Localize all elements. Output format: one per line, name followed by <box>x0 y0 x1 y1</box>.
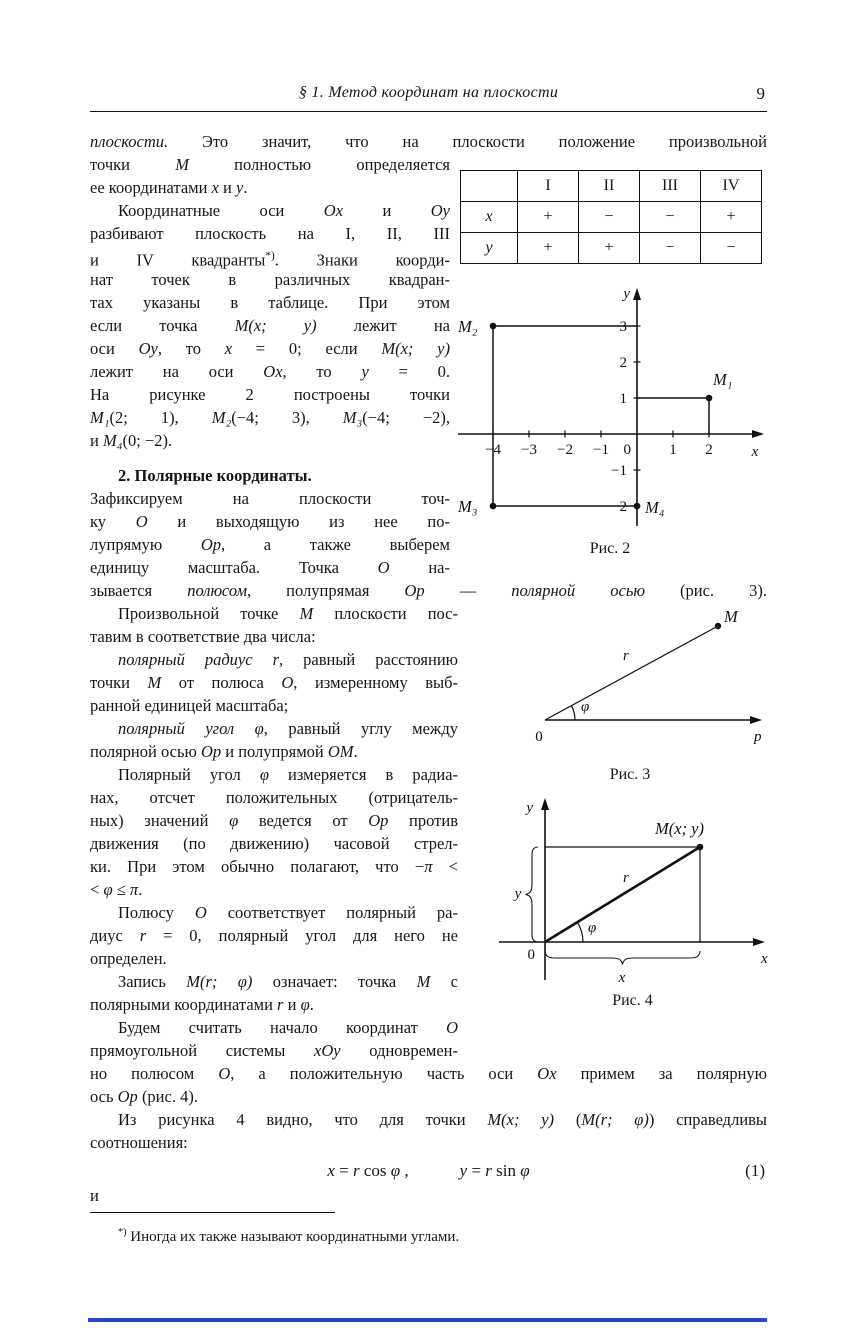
text-line <box>90 602 458 625</box>
text-run: одновремен- <box>340 1041 458 1060</box>
text-run: прямоугольной системы <box>90 1041 314 1060</box>
text-run: лежит на <box>316 316 450 335</box>
text-run: M₃ <box>342 408 363 427</box>
text-run: На рисунке 2 построены точки <box>90 385 450 404</box>
text-line <box>90 947 458 970</box>
text-run: и <box>218 178 236 197</box>
text-run: Это значит, что на плоскости положение произвольной <box>168 132 767 151</box>
origin-label: 0 <box>527 947 535 963</box>
text-run: . <box>309 995 314 1014</box>
text-run: , то <box>282 362 362 381</box>
y-axis-label: y <box>623 286 630 302</box>
text-line <box>90 901 458 924</box>
text-run: , а положительную часть оси <box>230 1064 538 1083</box>
x-brace-label: x <box>618 970 626 986</box>
table-header-cell: I <box>518 171 579 202</box>
text-run: Полюсу <box>118 903 195 922</box>
text-run: ≤ <box>112 880 130 899</box>
text-run: r <box>352 1161 360 1180</box>
text-run: M₄ <box>102 431 123 450</box>
radius-segment <box>545 847 700 942</box>
text-line <box>90 130 767 153</box>
text-run: M(x; y) <box>381 339 450 358</box>
text-line <box>90 1085 767 1108</box>
table-header-cell: III <box>640 171 701 202</box>
text-run: r <box>277 995 284 1014</box>
text-run: . <box>243 178 248 197</box>
text-run: полностью определяется <box>188 155 450 174</box>
point-m2-label: M₂ <box>458 317 478 336</box>
text-run: от полюса <box>161 673 282 692</box>
text-line <box>90 556 450 579</box>
text-run: ) справедливы <box>648 1110 768 1129</box>
text-run: φ <box>259 765 269 784</box>
y-axis-arrow-icon <box>541 798 549 810</box>
text-run: полярными координатами <box>90 995 278 1014</box>
table-sign-cell: + <box>579 233 640 264</box>
text-line <box>90 694 458 717</box>
text-full-width-2 <box>90 1062 767 1154</box>
text-run: ки. При этом обычно полагают, что − <box>90 857 425 876</box>
text-run: Иногда их также называют координатными углами. <box>126 1229 460 1245</box>
text-run: ось <box>90 1087 118 1106</box>
text-line <box>90 510 450 533</box>
text-run: φ <box>390 1161 401 1180</box>
text-run: M <box>175 155 189 174</box>
text-line <box>90 291 450 314</box>
point-m-label: M(x; y) <box>655 819 705 838</box>
text-run: . <box>138 880 143 899</box>
text-run: (0; −2). <box>122 431 173 450</box>
table-row-x <box>461 202 762 233</box>
text-run: Op <box>404 581 425 600</box>
footnote-rule <box>90 1212 335 1213</box>
text-run: , измеренному выб- <box>293 673 458 692</box>
point-m1-dot <box>706 395 713 402</box>
text-run: нат точек в различных квадран- <box>90 270 450 289</box>
text-run: M₁ <box>90 408 110 427</box>
text-run: ных) значений <box>90 811 230 830</box>
text-run: означает: точка <box>252 972 417 991</box>
figure-2-caption: Рис. 2 <box>589 540 631 557</box>
text-line <box>90 383 450 406</box>
text-run: (−4; −2), <box>362 408 450 427</box>
text-line <box>90 970 458 993</box>
text-run: нах, отсчет положительных (отрицатель- <box>90 788 458 807</box>
text-line <box>90 625 458 648</box>
y-tick-label: −1 <box>611 463 627 479</box>
text-line <box>90 268 450 291</box>
table-row-y <box>461 233 762 264</box>
text-run: Op <box>117 1087 138 1106</box>
table-header-cell: IV <box>701 171 762 202</box>
text-run: O <box>218 1064 231 1083</box>
text-line <box>90 360 450 383</box>
text-run: xOy <box>314 1041 341 1060</box>
text-run: , то <box>157 339 225 358</box>
text-run: полярной осью <box>90 742 201 761</box>
y-brace-label: y <box>514 886 522 902</box>
point-m-label: M <box>724 607 738 626</box>
text-run: точки <box>90 155 176 174</box>
text-run: ранной единицей масштаба; <box>90 696 289 715</box>
text-run: = 0, полярный угол для него не <box>146 926 458 945</box>
text-run: x <box>327 1161 335 1180</box>
text-run: Будем считать начало координат <box>118 1018 447 1037</box>
table-header-row <box>461 171 762 202</box>
text-run: и полупрямой <box>221 742 328 761</box>
y-axis-label: y <box>526 800 533 816</box>
text-line <box>90 153 450 176</box>
text-run: , <box>400 1161 460 1180</box>
text-run: = <box>334 1161 353 1180</box>
polar-axis-label: p <box>754 729 762 745</box>
table-var-cell: y <box>461 233 518 264</box>
text-line <box>90 487 450 510</box>
text-run: O <box>135 512 148 531</box>
y-axis-arrow-icon <box>633 288 641 300</box>
angle-arc <box>577 922 583 942</box>
x-tick-label: −2 <box>557 442 573 458</box>
text-run: ведется от <box>238 811 369 830</box>
text-run: M(x; y) <box>234 316 317 335</box>
text-line <box>90 1039 458 1062</box>
text-run: точки <box>90 673 148 692</box>
y-tick-label: −2 <box>611 499 627 515</box>
text-run: , равный углу между <box>263 719 458 738</box>
table-corner-cell <box>461 171 518 202</box>
text-line <box>90 740 458 763</box>
text-run: оси <box>90 339 139 358</box>
text-column-left-lower <box>90 602 458 1062</box>
text-run: зывается <box>90 581 188 600</box>
text-run: тах указаны в таблице. При этом <box>90 293 450 312</box>
text-run: , а также выберем <box>220 535 450 554</box>
angle-arc <box>571 706 575 720</box>
text-line <box>90 1131 767 1154</box>
text-run: Координатные оси <box>118 201 324 220</box>
text-run: y <box>459 1161 468 1180</box>
text-run: единицу масштаба. Точка <box>90 558 378 577</box>
page-header <box>90 84 767 112</box>
text-run: ку <box>90 512 136 531</box>
text-run: . Знаки коорди- <box>274 250 451 270</box>
text-run: соотношения: <box>90 1133 188 1152</box>
trailing-word: и <box>90 1186 99 1205</box>
text-line <box>90 1222 767 1244</box>
text-run: y <box>361 362 369 381</box>
text-run: φ <box>103 880 113 899</box>
x-tick-label: −1 <box>593 442 609 458</box>
x-axis-label: x <box>761 951 768 967</box>
text-run: Op <box>200 742 222 761</box>
text-run: и <box>90 431 103 450</box>
text-run: определен. <box>90 949 167 968</box>
figure-3-polar-diagram <box>490 598 770 763</box>
text-run: и <box>343 201 431 220</box>
text-run: Зафиксируем на плоскости точ- <box>90 489 450 508</box>
table-sign-cell: − <box>640 233 701 264</box>
text-run: Oy <box>138 339 158 358</box>
figure-4-combined-diagram <box>485 790 780 990</box>
text-line <box>90 464 450 487</box>
y-tick-label: 2 <box>619 355 627 371</box>
radius-ray <box>545 626 718 720</box>
text-run: лежит на оси <box>90 362 264 381</box>
text-run: диус <box>90 926 140 945</box>
table-sign-cell: + <box>518 233 579 264</box>
x-axis-arrow-icon <box>753 938 765 946</box>
text-run: = 0. <box>368 362 451 381</box>
text-line <box>90 1062 767 1085</box>
text-run: *) <box>265 250 275 262</box>
x-tick-label: 1 <box>669 442 677 458</box>
text-run: φ <box>229 811 239 830</box>
text-run: Полярный угол <box>118 765 260 784</box>
y-tick-label: 1 <box>619 391 627 407</box>
text-run: соответствует полярный ра- <box>206 903 458 922</box>
equation-number: (1) <box>745 1161 765 1180</box>
polar-axis-arrow-icon <box>750 716 762 724</box>
text-run: φ <box>520 1161 530 1180</box>
y-tick-label: 3 <box>619 319 627 335</box>
radius-label: r <box>623 648 629 664</box>
text-line <box>90 176 450 199</box>
paragraph-intro-line <box>90 130 767 153</box>
text-run: , полупрямая <box>246 581 405 600</box>
page-bottom-rule <box>88 1318 767 1322</box>
text-run: полюсом <box>187 581 247 600</box>
text-run: x <box>211 178 219 197</box>
text-line <box>90 648 458 671</box>
text-line <box>90 809 458 832</box>
x-tick-label: −4 <box>485 442 501 458</box>
figure-4-caption: Рис. 4 <box>612 992 653 1009</box>
text-run: — <box>424 581 512 600</box>
point-m4-label: M₄ <box>645 498 665 517</box>
text-line <box>90 533 450 556</box>
text-line <box>90 924 458 947</box>
text-line <box>90 832 458 855</box>
footnote <box>90 1222 767 1244</box>
text-line <box>90 1016 458 1039</box>
text-line <box>90 337 450 360</box>
angle-label: φ <box>588 920 597 936</box>
text-run: Ox <box>323 201 344 220</box>
table-sign-cell: − <box>640 202 701 233</box>
point-m3-dot <box>490 503 497 510</box>
text-run: φ <box>300 995 310 1014</box>
text-line <box>90 671 458 694</box>
text-run: Ox <box>537 1064 557 1083</box>
text-run: разбивают плоскость на I, II, III <box>90 224 450 243</box>
text-line <box>90 406 450 429</box>
text-line <box>90 314 450 337</box>
point-m3-label: M₃ <box>458 497 478 516</box>
text-run: M <box>416 972 431 991</box>
text-run: полярной осью <box>511 581 645 600</box>
text-run: и <box>283 995 301 1014</box>
quadrant-sign-table <box>460 170 762 264</box>
text-run: движения (по движению) часовой стрел- <box>90 834 458 853</box>
text-column-left-upper <box>90 153 450 579</box>
point-m4-dot <box>634 503 641 510</box>
angle-label: φ <box>581 699 590 715</box>
text-run: OM <box>327 742 354 761</box>
text-run: (2; 1), <box>109 408 212 427</box>
text-run: (рис. 3). <box>644 581 767 600</box>
text-run: M <box>147 673 162 692</box>
text-line <box>90 786 458 809</box>
table-sign-cell: − <box>579 202 640 233</box>
text-run: O <box>194 903 207 922</box>
text-run: плоскости пос- <box>313 604 458 623</box>
text-run: но полюсом <box>90 1064 219 1083</box>
table-header-cell: II <box>579 171 640 202</box>
text-run: на- <box>389 558 450 577</box>
text-run: π <box>424 857 433 876</box>
text-run: x <box>224 339 233 358</box>
text-run: O <box>377 558 390 577</box>
text-run: (−4; 3), <box>231 408 343 427</box>
text-run: Запись <box>118 972 187 991</box>
text-run: с <box>430 972 459 991</box>
text-run: и IV квадранты <box>90 250 266 270</box>
text-run: M(r; φ) <box>186 972 253 991</box>
text-run: sin <box>491 1161 521 1180</box>
x-tick-label: 2 <box>705 442 713 458</box>
text-run: (рис. 4). <box>137 1087 198 1106</box>
construction-lines <box>493 326 709 506</box>
text-run: cos <box>359 1161 391 1180</box>
text-line <box>90 222 450 245</box>
text-run: = 0; если <box>232 339 382 358</box>
text-run: Произвольной точке <box>118 604 300 623</box>
text-run: M(r; φ) <box>581 1110 649 1129</box>
text-run: ( <box>554 1110 582 1129</box>
text-run: Op <box>200 535 221 554</box>
text-line <box>90 878 458 901</box>
point-m2-dot <box>490 323 497 330</box>
text-run: если точка <box>90 316 235 335</box>
section-title: § 1. Метод координат на плоскости <box>298 84 559 101</box>
x-tick-label: −3 <box>521 442 537 458</box>
text-run: Ox <box>263 362 283 381</box>
text-line <box>90 429 450 452</box>
x-axis-arrow-icon <box>752 430 764 438</box>
table-sign-cell: − <box>701 233 762 264</box>
origin-label: 0 <box>535 729 543 745</box>
point-m-dot <box>715 623 721 629</box>
text-run: O <box>446 1018 458 1037</box>
text-run: π <box>129 880 139 899</box>
text-run: ее координатами <box>90 178 212 197</box>
text-run: против <box>388 811 458 830</box>
point-m-dot <box>697 844 704 851</box>
text-run: лупрямую <box>90 535 201 554</box>
table-sign-cell: + <box>701 202 762 233</box>
text-run: Из рисунка 4 видно, что для точки <box>118 1110 488 1129</box>
text-run: полярный радиус r <box>118 650 280 669</box>
page-number: 9 <box>756 84 765 103</box>
text-run: r <box>485 1161 492 1180</box>
text-run: измеряется в радиа- <box>268 765 459 784</box>
equation-1 <box>90 1158 767 1184</box>
x-axis-label: x <box>751 444 759 460</box>
text-run: = <box>467 1161 486 1180</box>
text-run: O <box>281 673 294 692</box>
text-run: плоскости. <box>90 132 169 151</box>
text-line <box>90 717 458 740</box>
y-brace-icon <box>526 847 539 942</box>
text-run: *) <box>118 1227 127 1238</box>
text-run: Oy <box>430 201 450 220</box>
text-run: полярный угол φ <box>118 719 264 738</box>
figure-2-cartesian-plot <box>450 282 770 532</box>
text-run: M <box>299 604 314 623</box>
text-run: 2. Полярные координаты. <box>118 466 312 485</box>
text-run: M(x; y) <box>487 1110 555 1129</box>
text-line <box>90 199 450 222</box>
radius-label: r <box>623 870 629 886</box>
point-m1-label: M₁ <box>713 370 733 389</box>
x-brace-icon <box>545 951 700 965</box>
text-line <box>90 245 450 268</box>
axes <box>458 288 764 526</box>
text-run: < <box>432 857 458 876</box>
equation-body <box>327 1161 529 1180</box>
table-var-cell: x <box>461 202 518 233</box>
text-run: , равный расстоянию <box>279 650 458 669</box>
text-line <box>90 855 458 878</box>
text-run: < <box>90 880 104 899</box>
text-run: Op <box>368 811 389 830</box>
text-run: . <box>353 742 358 761</box>
text-run: y <box>236 178 244 197</box>
table-sign-cell: + <box>518 202 579 233</box>
text-run: тавим в соответствие два числа: <box>90 627 316 646</box>
origin-label: 0 <box>623 442 631 458</box>
text-line <box>90 763 458 786</box>
text-run: и выходящую из нее по- <box>147 512 450 531</box>
text-line <box>90 1108 767 1131</box>
text-run: M₂ <box>211 408 232 427</box>
text-run: примем за полярную <box>556 1064 767 1083</box>
figure-3-caption: Рис. 3 <box>609 766 651 783</box>
text-line <box>90 993 458 1016</box>
text-run: r <box>139 926 147 945</box>
